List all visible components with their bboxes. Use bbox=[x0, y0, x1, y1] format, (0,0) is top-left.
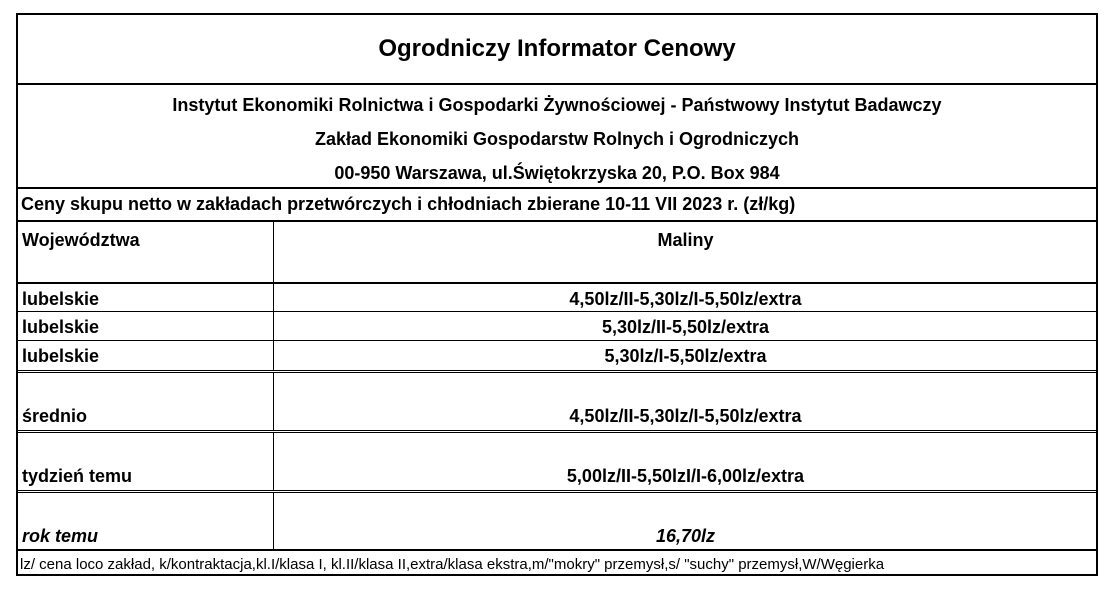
region-cell bbox=[20, 341, 274, 370]
price-value: 5,30lz/I-5,50lz/extra bbox=[604, 346, 767, 366]
average-label: średnio bbox=[22, 406, 88, 426]
price-value: 5,30lz/II-5,50lz/extra bbox=[601, 317, 770, 337]
week-ago-label-cell bbox=[20, 433, 274, 490]
week-ago-row bbox=[18, 430, 1096, 490]
subtitle: Ceny skupu netto w zakładach przetwórczych i chłodniach zbierane 10-11 VII 2023 r. (zł/kg) bbox=[21, 194, 796, 214]
region-name: lubelskie bbox=[22, 289, 100, 309]
table-row bbox=[18, 340, 1096, 370]
average-price-cell bbox=[275, 373, 1096, 430]
header-product: Maliny bbox=[657, 230, 714, 250]
table-row bbox=[18, 282, 1096, 311]
header-region: Województwa bbox=[22, 230, 140, 250]
region-name: lubelskie bbox=[22, 317, 100, 337]
year-ago-price-cell bbox=[275, 493, 1096, 549]
price-value: 4,50lz/II-5,30lz/I-5,50lz/extra bbox=[569, 289, 802, 309]
region-cell bbox=[20, 284, 274, 311]
institute-address: 00-950 Warszawa, ul.Świętokrzyska 20, P.O. Box 984 bbox=[334, 163, 780, 183]
year-ago-price: 16,70lz bbox=[655, 526, 716, 546]
title-row bbox=[18, 15, 1096, 83]
price-cell bbox=[275, 312, 1096, 340]
region-cell bbox=[20, 312, 274, 340]
week-ago-price: 5,00lz/II-5,50lzI/I-6,00lz/extra bbox=[566, 466, 805, 486]
average-label-cell bbox=[20, 373, 274, 430]
institute-department: Zakład Ekonomiki Gospodarstw Rolnych i Ogrodniczych bbox=[314, 129, 800, 149]
year-ago-label-cell bbox=[20, 493, 274, 549]
subtitle-row bbox=[18, 187, 1096, 220]
region-name: lubelskie bbox=[22, 346, 100, 366]
average-price: 4,50lz/II-5,30lz/I-5,50lz/extra bbox=[569, 406, 802, 426]
institute-block bbox=[18, 83, 1096, 187]
price-sheet bbox=[16, 13, 1098, 576]
table-row bbox=[18, 311, 1096, 340]
week-ago-price-cell bbox=[275, 433, 1096, 490]
year-ago-label: rok temu bbox=[22, 526, 99, 546]
table-header bbox=[18, 220, 1096, 282]
page-title: Ogrodniczy Informator Cenowy bbox=[378, 35, 736, 62]
average-row bbox=[18, 370, 1096, 430]
year-ago-row bbox=[18, 490, 1096, 549]
header-product-cell bbox=[275, 222, 1096, 282]
header-region-cell bbox=[20, 222, 274, 282]
price-cell bbox=[275, 284, 1096, 311]
week-ago-label: tydzień temu bbox=[22, 466, 133, 486]
footnote: lz/ cena loco zakład, k/kontraktacja,kl.I/klasa I, kl.II/klasa II,extra/klasa ekstra,m/"mokry" przemysł,s/ "suchy" przemysł,W/Węgierka bbox=[20, 556, 885, 573]
footnote-row bbox=[18, 549, 1096, 574]
price-cell bbox=[275, 341, 1096, 370]
institute-name: Instytut Ekonomiki Rolnictwa i Gospodarki Żywnościowej - Państwowy Instytut Badawczy bbox=[172, 95, 942, 115]
